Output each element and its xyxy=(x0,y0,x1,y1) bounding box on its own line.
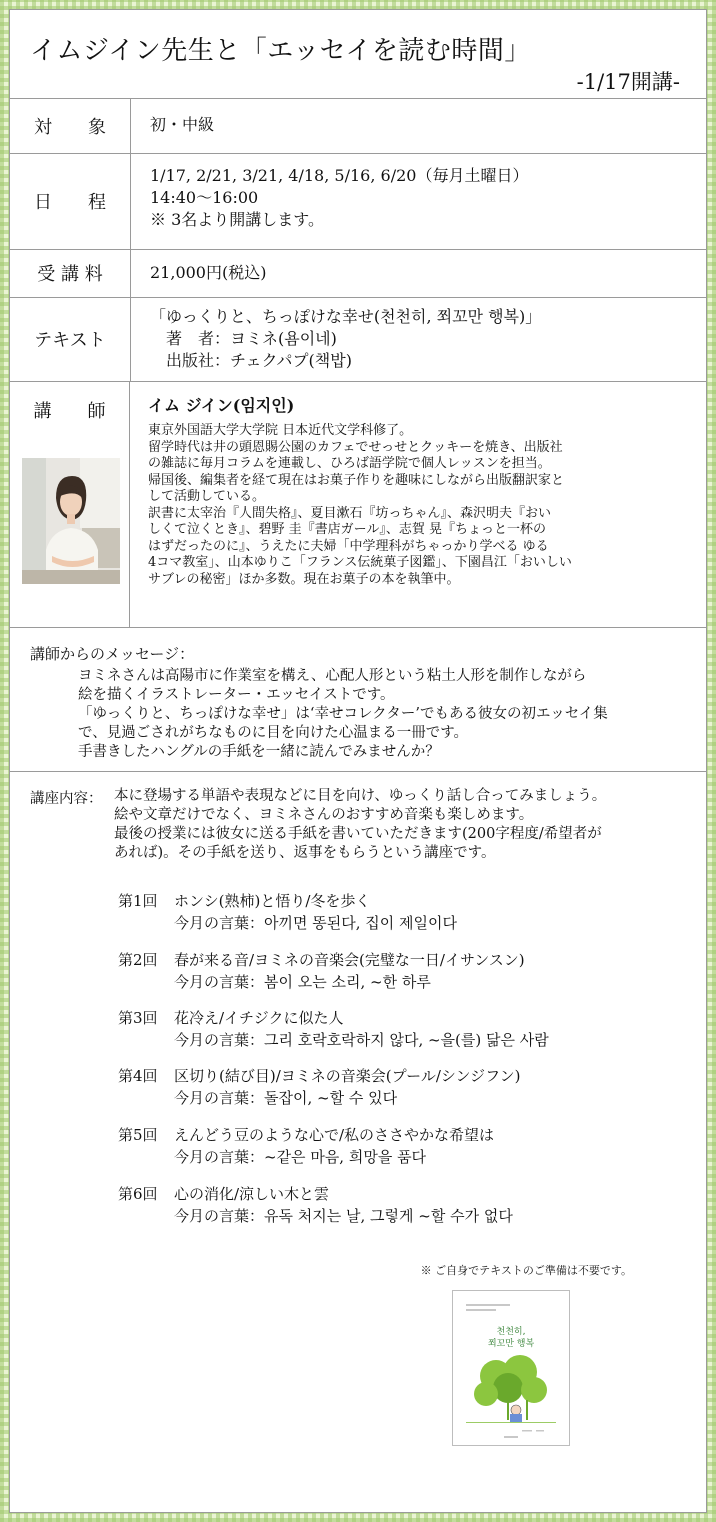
course-line: 本に登場する単語や表現などに目を向け、ゆっくり話し合ってみましょう。 xyxy=(114,788,607,804)
lesson-item xyxy=(118,1183,513,1227)
row-label: 受 講 料 xyxy=(10,249,131,297)
lesson-title: 区切り(結び目)/ヨミネの音楽会(プール/シンジフン) xyxy=(174,1067,521,1085)
textbook-note: ※ ご自身でテキストのご準備は不要です。 xyxy=(420,1264,632,1277)
target-level: 初・中級 xyxy=(150,115,215,134)
row-label: 講 師 xyxy=(10,381,130,627)
bio-line: 留学時代は井の頭恩賜公園のカフェでせっせとクッキーを焼き、出版社 xyxy=(148,439,563,455)
message-line: 絵を描くイラストレーター・エッセイストです。 xyxy=(78,687,395,703)
header xyxy=(10,10,706,99)
lesson-title: 春が来る音/ヨミネの音楽会(完璧な一日/イサンスン) xyxy=(174,951,525,969)
lesson-number: 第3回 xyxy=(118,1009,158,1027)
teacher-bio xyxy=(148,423,700,588)
lesson-phrase: 今月の言葉：아끼면 똥된다, 집이 제일이다 xyxy=(174,914,457,932)
course-description xyxy=(114,787,696,863)
teacher-photo xyxy=(22,458,120,584)
bio-line: 4コマ教室」、山本ゆりこ「フランス伝統菓子図鑑」、下園昌江「おいしい xyxy=(148,555,572,570)
lesson-phrase: 今月の言葉：봄이 오는 소리, ~한 하루 xyxy=(174,973,431,991)
schedule-dates: 1/17, 2/21, 3/21, 4/18, 5/16, 6/20（毎月土曜日） xyxy=(150,166,529,185)
bio-line: 東京外国語大学大学院 日本近代文学科修了。 xyxy=(148,423,413,438)
text-book-info xyxy=(150,306,698,372)
bio-line: しくて泣くとき』、碧野 圭『書店ガール』、志賀 晃『ちょっと一杯の xyxy=(148,522,547,537)
text-book-title: 「ゆっくりと、ちっぽけな幸せ(천천히, 쬐꼬만 행복)」 xyxy=(150,307,542,326)
bio-line: して活動している。 xyxy=(148,489,266,504)
bio-line: 帰国後、編集者を経て現在はお菓子作りを趣味にしながら出版翻訳家と xyxy=(148,472,565,488)
schedule-note: ※ 3名より開講します。 xyxy=(150,210,324,229)
lesson-phrase: 今月の言葉：~같은 마음, 희망을 품다 xyxy=(174,1148,427,1166)
course-line: 絵や文章だけでなく、ヨミネさんのおすすめ音楽も楽しめます。 xyxy=(114,807,534,823)
row-text xyxy=(10,297,706,382)
book-cover-image xyxy=(452,1290,570,1446)
lesson-number: 第5回 xyxy=(118,1126,158,1144)
book-title-line1: 천천히, xyxy=(496,1327,526,1337)
lesson-phrase: 今月の言葉：그리 호락호락하지 않다, ~을(를) 닮은 사람 xyxy=(174,1031,549,1049)
schedule-text xyxy=(150,165,698,231)
lesson-item xyxy=(118,1007,549,1051)
lesson-number: 第2回 xyxy=(118,951,158,969)
teacher-message-section xyxy=(10,627,706,772)
text-book-publisher: 出版社：チェクパプ(책밥) xyxy=(150,351,352,370)
lesson-item xyxy=(118,1065,520,1109)
course-line: あれば)。その手紙を送り、返事をもらうという講座です。 xyxy=(114,845,496,861)
text-book-author: 著 者：ヨミネ(욤이네) xyxy=(150,329,337,348)
row-label: 日 程 xyxy=(10,153,131,249)
row-label: 対 象 xyxy=(10,98,131,153)
message-line: ヨミネさんは高陽市に作業室を構え、心配人形という粘土人形を制作しながら xyxy=(78,668,587,684)
lesson-item xyxy=(118,1124,494,1168)
course-label: 講座内容： xyxy=(30,791,103,807)
bio-line: 訳書に太宰治『人間失格』、夏目漱石『坊っちゃん』、森沢明夫『おい xyxy=(148,505,552,521)
page-title: イムジイン先生と「エッセイを読む時間」 xyxy=(30,36,531,66)
course-line: 最後の授業には彼女に送る手紙を書いていただきます(200字程度/希望者が xyxy=(114,826,602,842)
bio-line: はずだったのに』、うえたに夫婦「中学理科がちゃっかり学べる ゆる xyxy=(148,538,549,554)
message-label: 講師からのメッセージ： xyxy=(30,645,195,663)
message-line: 手書きしたハングルの手紙を一緒に読んでみませんか？ xyxy=(78,744,440,760)
course-flyer xyxy=(9,9,707,1513)
lesson-number: 第6回 xyxy=(118,1185,158,1203)
schedule-time: 14:40〜16:00 xyxy=(150,188,259,207)
lesson-phrase: 今月の言葉：돌잡이, ~할 수 있다 xyxy=(174,1089,398,1107)
lesson-phrase: 今月の言葉：유독 처지는 날, 그렇게 ~할 수가 없다 xyxy=(174,1207,513,1225)
lesson-title: 花冷え/イチジクに似た人 xyxy=(174,1009,344,1027)
lesson-title: えんどう豆のような心で/私のささやかな希望は xyxy=(174,1126,495,1144)
lesson-title: ホンシ(熟柿)と悟り/冬を歩く xyxy=(174,892,371,910)
teacher-name: イム ジイン(임지인) xyxy=(148,396,295,415)
message-body xyxy=(78,667,696,762)
row-label: テキスト xyxy=(10,297,131,381)
lesson-item xyxy=(118,890,457,934)
lesson-title: 心の消化/涼しい木と雲 xyxy=(174,1185,330,1203)
book-title-line2: 쬐꼬만 행복 xyxy=(487,1339,535,1349)
message-line: で、見過ごされがちなものに目を向けた心温まる一冊です。 xyxy=(78,725,469,741)
row-teacher xyxy=(10,381,706,628)
bio-line: サブレの秘密」ほか多数。現在お菓子の本を執筆中。 xyxy=(148,571,460,587)
start-date-subtitle: -1/17開講- xyxy=(576,70,680,94)
lesson-number: 第4回 xyxy=(118,1067,158,1085)
row-target xyxy=(10,98,706,154)
fee-value: 21,000円(税込) xyxy=(150,263,267,282)
row-fee xyxy=(10,249,706,298)
lesson-item xyxy=(118,949,525,993)
bio-line: の雑誌に毎月コラムを連載し、ひろば語学院で個人レッスンを担当。 xyxy=(148,456,551,471)
message-line: 「ゆっくりと、ちっぽけな幸せ」は‘幸せコレクター’でもある彼女の初エッセイ集 xyxy=(78,706,608,722)
row-schedule xyxy=(10,153,706,250)
lesson-number: 第1回 xyxy=(118,892,158,910)
